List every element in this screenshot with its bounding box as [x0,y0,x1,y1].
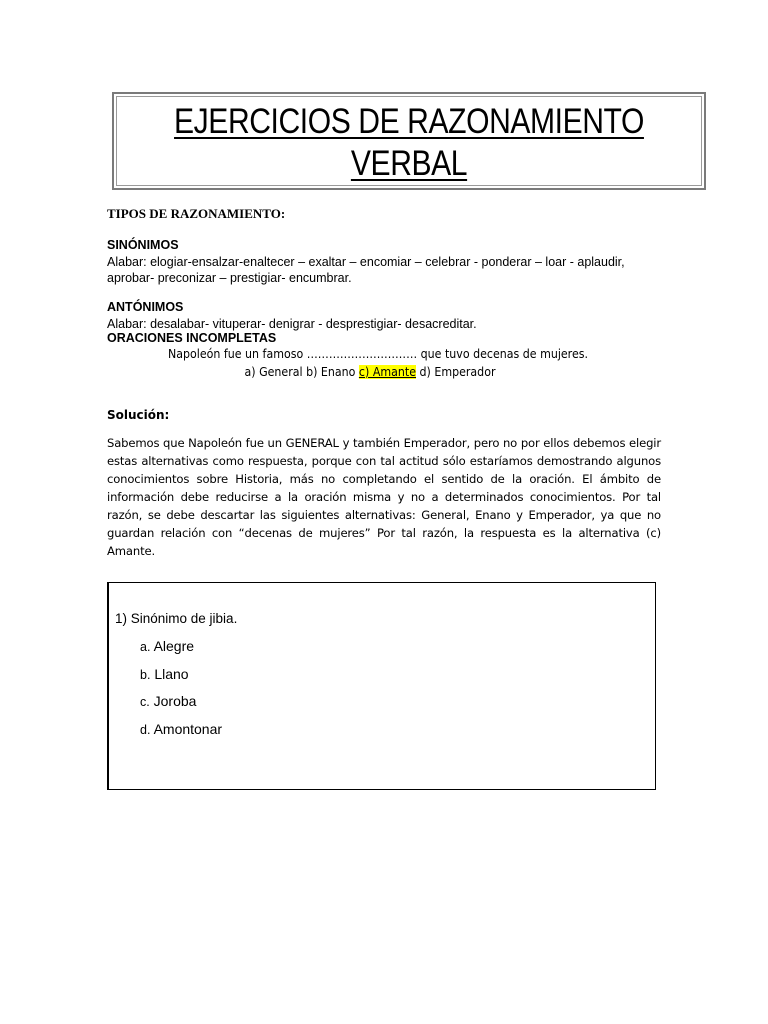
antonimos-label: ANTÓNIMOS [107,300,184,314]
antonimos-line-1: Alabar: desalabar- vituperar- denigrar - desprestigiar- desacreditar. [107,317,477,331]
solucion-label: Solución: [107,408,170,422]
option-text: Alegre [153,638,195,654]
solucion-text: Sabemos que Napoleón fue un GENERAL y también Emperador, pero no por ellos debemos elegir estas alternativas como respuesta, porque con tal actitud sólo estaríamos demostrando algunos conocimientos sobre Historia, más no completando el sentido de la oración. El ámbito de información debe reducirse a la oración misma y no a determinados conocimientos. Por tal razón, se debe descartar las siguientes alternativas: General, Enano y Emperador, ya que no guardan relación con “decenas de mujeres” Por tal razón, la respuesta es la alternativa (c) Amante. [107,436,661,558]
sinonimos-line-2: aprobar- preconizar – prestigiar- encumbrar. [107,271,352,285]
option-a-b: a) General b) Enano [244,365,359,379]
question-box [107,582,656,790]
oraciones-label: ORACIONES INCOMPLETAS [107,331,277,345]
oraciones-options [17,365,724,379]
option-b [140,666,189,682]
title-line-2: VERBAL [350,144,468,183]
option-text: Joroba [153,693,197,709]
title-line-1: EJERCICIOS DE RAZONAMIENTO [174,102,644,141]
option-text: Llano [154,666,189,682]
option-d [140,721,222,737]
sinonimos-line-1: Alabar: elogiar-ensalzar-enaltecer – exaltar – encomiar – celebrar - ponderar – loar - aplaudir, [107,255,625,269]
title-box [112,92,706,190]
option-letter: d. [140,723,151,737]
tipos-heading: TIPOS DE RAZONAMIENTO: [107,206,286,221]
option-letter: c. [140,695,150,709]
question-title: 1) Sinónimo de jibia. [115,611,238,626]
oraciones-sentence: Napoleón fue un famoso ………………………… que tuvo decenas de mujeres. [167,347,589,361]
option-c [140,693,196,709]
option-c-highlighted: c) Amante [358,365,417,379]
option-text: Amontonar [153,721,223,737]
sinonimos-label: SINÓNIMOS [107,238,179,252]
option-letter: b. [140,668,151,682]
option-a [140,638,194,654]
option-d: d) Emperador [416,365,496,379]
option-letter: a. [140,640,151,654]
